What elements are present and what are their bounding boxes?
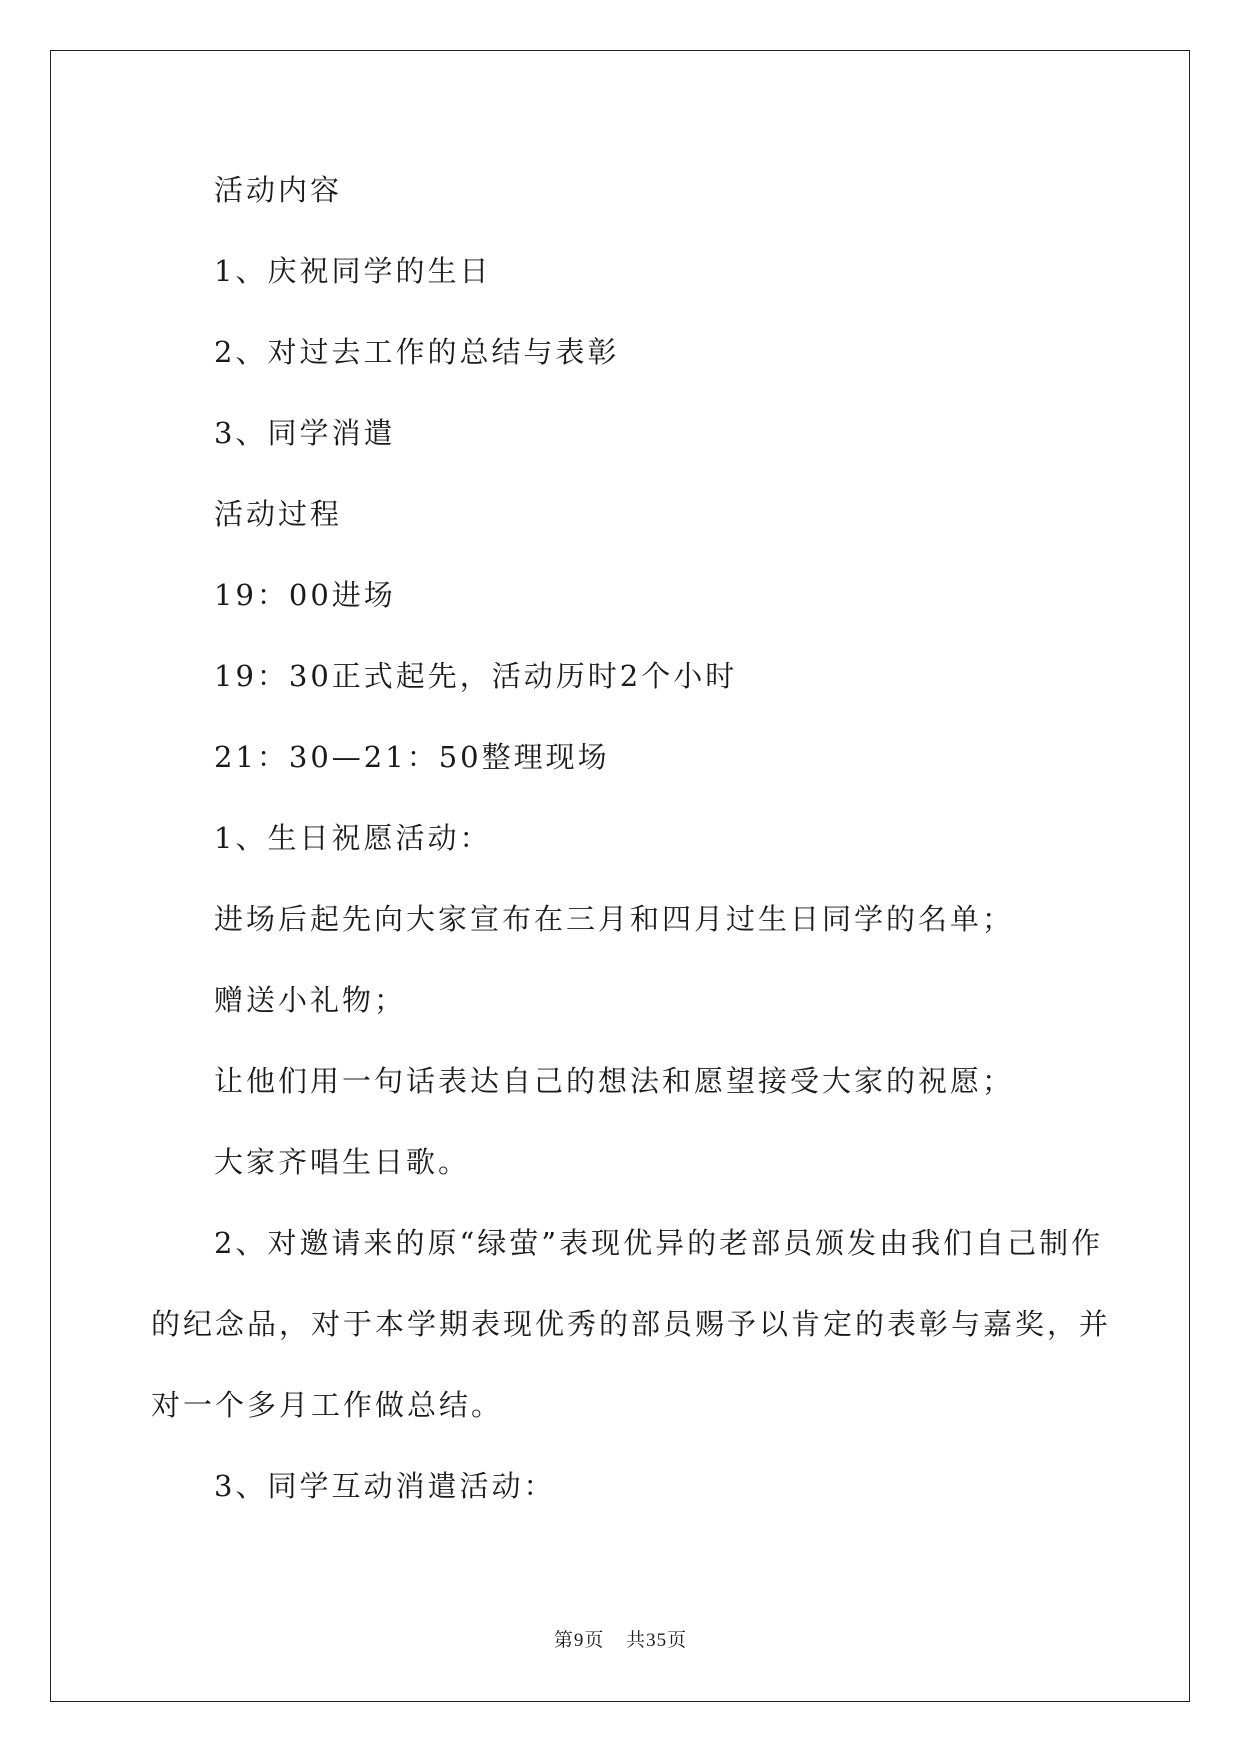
- paragraph-item: 3、同学消遣: [214, 416, 396, 450]
- paragraph-schedule: 19：30正式起先，活动历时2个小时: [214, 659, 738, 693]
- paragraph-text: 2、对邀请来的原“绿萤”表现优异的老部员颁发由我们自己制作: [214, 1226, 1104, 1260]
- paragraph-item: 3、同学互动消遣活动：: [214, 1469, 556, 1503]
- page-footer: [0, 1625, 1241, 1652]
- paragraph-item: 1、庆祝同学的生日: [214, 254, 492, 288]
- paragraph-schedule: 21：30—21：50整理现场: [214, 740, 610, 774]
- page-border: [50, 50, 1190, 1702]
- paragraph-text: 对一个多月工作做总结。: [151, 1388, 504, 1422]
- paragraph-activity-content-heading: 活动内容: [214, 173, 343, 207]
- paragraph-text: 大家齐唱生日歌。: [214, 1145, 471, 1179]
- page-total: 共35页: [626, 1630, 688, 1651]
- paragraph-text: 让他们用一句话表达自己的想法和愿望接受大家的祝愿；: [214, 1064, 1015, 1098]
- paragraph-text: 赠送小礼物；: [214, 983, 407, 1017]
- paragraph-item: 2、对过去工作的总结与表彰: [214, 335, 620, 369]
- paragraph-text: 进场后起先向大家宣布在三月和四月过生日同学的名单；: [214, 902, 1015, 936]
- paragraph-activity-process-heading: 活动过程: [214, 497, 343, 531]
- page-number: 第9页: [553, 1630, 605, 1651]
- paragraph-schedule: 19：00进场: [214, 578, 396, 612]
- paragraph-text: 的纪念品，对于本学期表现优秀的部员赐予以肯定的表彰与嘉奖，并: [151, 1307, 1112, 1341]
- paragraph-item: 1、生日祝愿活动：: [214, 821, 492, 855]
